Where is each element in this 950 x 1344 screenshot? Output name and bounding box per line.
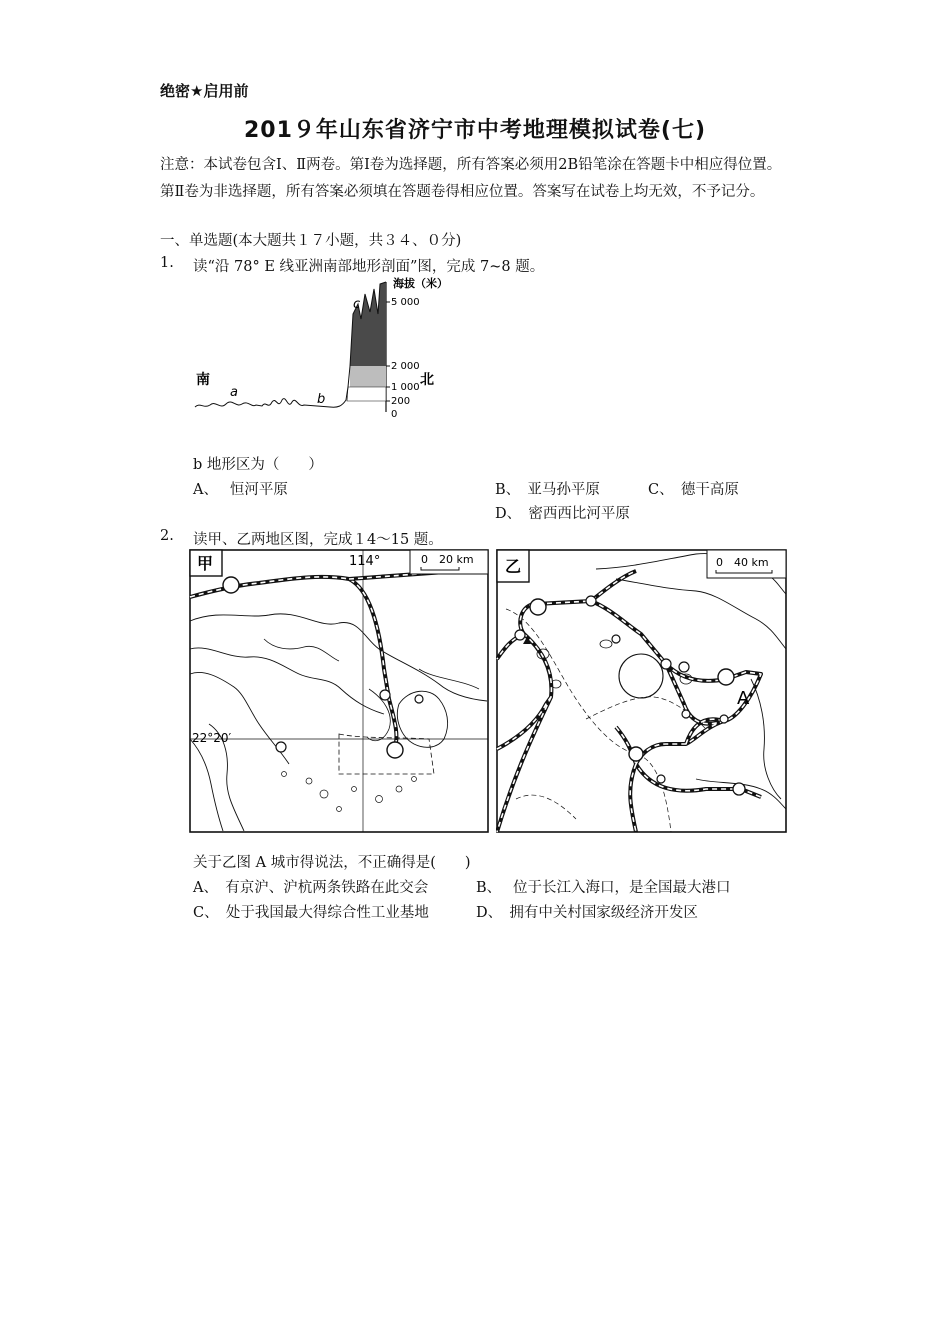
secret-label: 绝密★启用前: [160, 82, 249, 100]
q1-option-b[interactable]: B、 亚马孙平原: [495, 482, 600, 498]
tick-2000: 2 000: [391, 361, 420, 372]
map-jia-label: 甲: [197, 554, 214, 573]
question-2-subquestion: 关于乙图 A 城市得说法，不正确得是( ): [193, 855, 471, 871]
city-a-marker: [718, 669, 734, 685]
terrain-profile-figure: [190, 274, 460, 424]
question-2-number: 2.: [160, 528, 174, 544]
longitude-label: 114°: [349, 554, 381, 569]
exam-title: 201９年山东省济宁市中考地理模拟试卷(七): [243, 118, 707, 143]
q2-option-c[interactable]: C、 处于我国最大得综合性工业基地: [193, 905, 429, 921]
q1-option-a[interactable]: A、 恒河平原: [193, 482, 288, 498]
profile-axis-title: 海拔（米）: [393, 277, 448, 290]
q2-option-b[interactable]: B、 位于长江入海口，是全国最大港口: [476, 880, 731, 896]
section-heading: 一、单选题(本大题共１７小题，共３４、０分): [160, 233, 462, 249]
label-south: 南: [196, 372, 210, 388]
label-b: b: [317, 392, 326, 407]
tick-200: 200: [391, 396, 411, 407]
tick-0: 0: [391, 409, 398, 420]
question-2-stem: 读甲、乙两地区图，完成１4～15 题。: [193, 532, 443, 548]
exam-notice: 注意：本试卷包含Ⅰ、Ⅱ两卷。第Ⅰ卷为选择题，所有答案必须用2B铅笔涂在答题卡中相应得位置。第Ⅱ卷为非选择题，所有答案必须填在答题卷得相应位置。答案写在试卷上均无效，不予记分。: [160, 157, 782, 200]
q1-option-d[interactable]: D、 密西西比河平原: [495, 506, 630, 522]
tick-1000: 1 000: [391, 382, 420, 393]
q2-option-a[interactable]: A、 有京沪、沪杭两条铁路在此交会: [193, 880, 429, 896]
question-1-subquestion: b 地形区为（ ）: [193, 457, 323, 473]
map-jia: [189, 549, 489, 833]
map-yi-point-a: A: [737, 688, 750, 709]
label-c: c: [353, 297, 361, 312]
latitude-label: 22°20′: [192, 731, 232, 745]
map-jia-scale: 0 20 km: [421, 553, 474, 566]
question-1-stem: 读“沿 78° E 线亚洲南部地形剖面”图，完成 7~8 题。: [193, 259, 545, 275]
map-yi-label: 乙: [505, 557, 522, 576]
mountain-mid-layer: [350, 366, 386, 387]
lake-taihu: [619, 654, 663, 698]
q2-option-d[interactable]: D、 拥有中关村国家级经济开发区: [476, 905, 698, 921]
mountain-high-layer: [350, 282, 386, 366]
map-yi-scale: 0 40 km: [716, 556, 769, 569]
tick-5000: 5 000: [391, 297, 420, 308]
label-north: 北: [420, 372, 434, 388]
question-1-number: 1.: [160, 255, 174, 271]
label-a: a: [230, 385, 238, 400]
map-yi: [496, 549, 787, 833]
q1-option-c[interactable]: C、 德干高原: [648, 482, 739, 498]
